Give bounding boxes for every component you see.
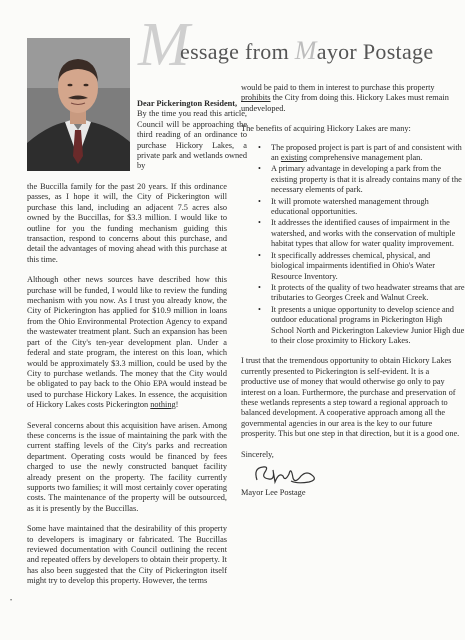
concerns-paragraph: Several concerns about this acquisition have arisen. Among these concerns is the issue of maintaining the park with the current staffing levels of the City's parks and recreation department. Operating costs would be financed by fees charged to use the newly constructed banquet facility already present on the property. The facility currently supports two families; it will most certainly cover operating costs. The maintenance of the property will be outsourced, as it is presently by the Buccillas. (27, 420, 227, 513)
terms-paragraph (241, 83, 465, 114)
trust-paragraph: I trust that the tremendous opportunity to obtain Hickory Lakes currently presented to Pickerington is self-evident. It is a productive use of money that would otherwise go only to pay interest on a loan. Furthermore, the purchase and preservation of these wetlands represents a step toward a regional approach to balanced development. A cooperative approach among all the governmental agencies in our area is the key to our future prosperity. This but one step in that direction, but it is a good one. (241, 356, 460, 439)
benefit-text-end: comprehensive management plan. (307, 153, 423, 163)
benefit-text: It presents a unique opportunity to develop science and outdoor educational programs in Pickerington High School North and Pickerington Lakeview Junior High due to their close proximity to Hickory Lakes. (271, 304, 465, 345)
benefits-list (241, 143, 465, 347)
page-mark: • (10, 598, 13, 604)
left-column (27, 182, 227, 597)
benefit-item (271, 251, 465, 282)
sign-off (241, 450, 465, 499)
intro-paragraph: By the time you read this article, Council will be approaching the third reading of an ordinance to purchase Hickory Lakes, a private park and wetlands owned by (137, 109, 247, 171)
funding-emphasis: nothing (150, 400, 176, 410)
benefit-item (271, 218, 465, 249)
benefit-text: It protects of the quality of two headwater streams that are tributaries to Georges Creek and Walnut Creek. (271, 282, 465, 303)
signature-mark (251, 462, 321, 488)
masthead-title (180, 36, 433, 66)
intro-paragraph-continued: the Buccilla family for the past 20 years. If this ordinance passes, as I hope it will, the City of Pickerington will purchase this land, including an adjacent 7.5 acres also owned by the Buccillas, for $3.3 million. I would like to outline for you the funding mechanism guiding this transaction, respond to concerns about this purchase, and detail the advantages of moving ahead with this purchase at this time. (27, 182, 227, 264)
benefit-emphasis: existing (280, 153, 308, 163)
benefit-item (271, 305, 465, 347)
masthead-initial: M (138, 11, 190, 79)
terms-text: would be paid to them in interest to purchase this property (241, 83, 435, 92)
benefit-item (271, 283, 465, 304)
benefit-item (271, 164, 465, 195)
benefit-text: A primary advantage in developing a park from the existing property is that it is already contains many of the necessary elements of park. (271, 164, 462, 195)
salutation: Dear Pickerington Resident, (137, 99, 238, 108)
benefit-item (271, 143, 465, 164)
signature-name: Mayor Lee Postage (241, 488, 306, 497)
benefit-item (271, 197, 465, 218)
masthead-title-end: ayor Postage (316, 39, 434, 64)
terms-text-end: the City from doing this. Hickory Lakes must remain undeveloped. (241, 93, 449, 113)
developers-paragraph: Some have maintained that the desirability of this property to developers is imaginary or fabricated. The Buccillas reviewed documentation with Council outlining the recent and repeated offers by developers to obtain their property. It has also been suggested that the City of Pickerington itself might try to develop this property. However, the terms (27, 524, 227, 586)
masthead (138, 11, 458, 84)
terms-emphasis: prohibits (241, 93, 271, 103)
masthead-title-rest: essage from (180, 39, 295, 64)
closing: Sincerely, (241, 449, 274, 459)
funding-text-end: ! (175, 400, 179, 410)
benefit-text: It addresses the identified causes of impairment in the watershed, and works with the conservation of multiple habitat types that allow for water quality improvement. (271, 218, 456, 249)
funding-text: Although other news sources have described how this purchase will be funded, I would like to review the funding mechanism with you now. As I trust you already know, the City of Pickerington has applied for $10.9 million in loans from the Ohio Environmental Protection Agency to expand the wastewater treatment plant. Such an expansion has been part of the City's ten-year development plan. Under a federal and state program, the interest on this loan, which would be approximately $3.3 million, could be used by the City to purchase wetlands. The money that the City would be obligated to pay back to the Ohio EPA would instead be used to purchase Hickory Lakes. In essence, the acquisition of Hickory Lakes costs Pickerington (27, 275, 227, 410)
right-column (241, 83, 465, 498)
benefit-text: The proposed project is part is part of and consistent with an (271, 142, 462, 163)
masthead-title-m: M (294, 36, 317, 65)
benefits-intro: The benefits of acquiring Hickory Lakes are many: (241, 124, 411, 134)
benefit-text: It specifically addresses chemical, physical, and biological impairments identified in Ohio's Water Resource Inventory. (271, 250, 436, 281)
benefit-text: It will promote watershed management through educational opportunities. (271, 196, 429, 217)
intro-column (137, 99, 247, 172)
funding-paragraph (27, 275, 227, 410)
mayor-portrait (27, 38, 130, 171)
